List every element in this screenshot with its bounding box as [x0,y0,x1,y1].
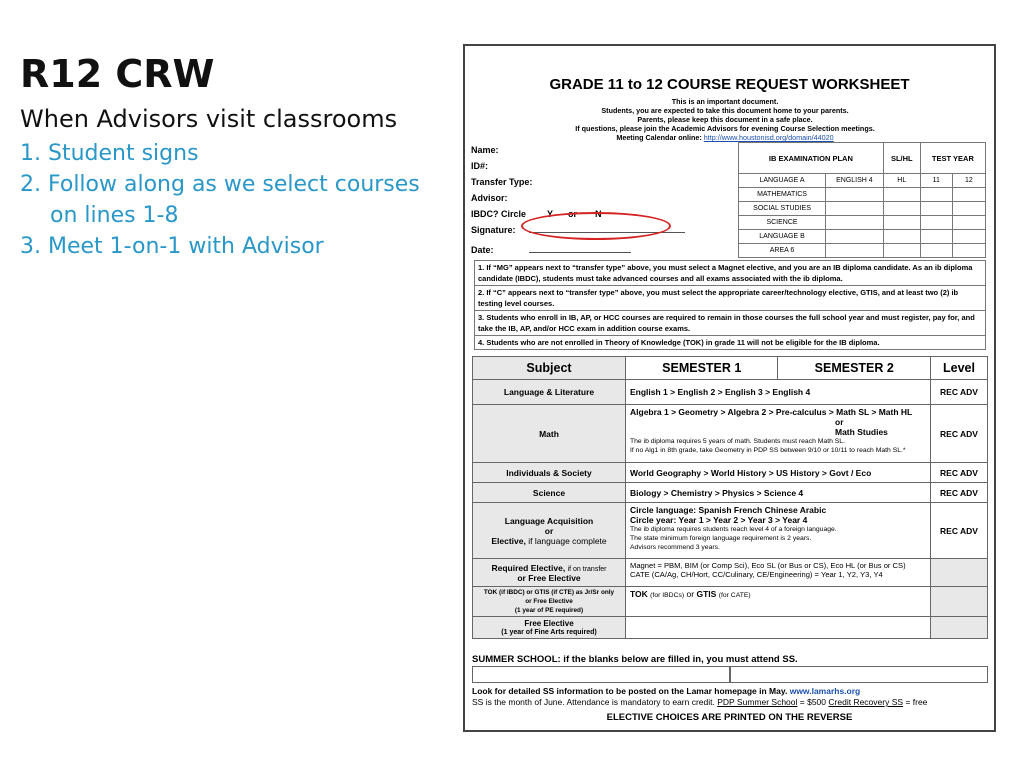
subject-text: (1 year of Fine Arts required) [501,628,597,636]
ib-cell: 11 [920,174,952,188]
summer-blank[interactable] [730,666,988,683]
ib-cell[interactable] [952,216,985,230]
summer-school-title: SUMMER SCHOOL: if the blanks below are filled in, you must attend SS. [472,654,798,665]
ib-cell[interactable] [920,202,952,216]
table-row [473,483,988,503]
ib-cell[interactable] [920,216,952,230]
calendar-line [505,133,945,142]
ib-cell: LANGUAGE B [739,230,826,244]
table-row [475,311,986,336]
ib-cell[interactable] [920,244,952,258]
subject-text: or Free Elective [517,572,581,583]
ib-cell: ENGLISH 4 [826,174,884,188]
summer-school-blanks [472,666,988,683]
note-line: Students, you are expected to take this document home to your parents. [601,106,849,115]
elective-line: Magnet = PBM, BIM (or Comp Sci), Eco SL (or Bus or CS), Eco HL (or Bus or CS) [630,561,906,570]
ibdc-or: or [568,209,577,219]
ib-cell[interactable] [826,216,884,230]
tok-or: or [686,589,695,599]
rule-4: 4. Students who are not enrolled in Theory of Knowledge (TOK) in grade 11 will not be eligible for the IB diploma. [475,336,986,350]
rule-1: 1. If “MG” appears next to “transfer type” above, you must select a Magnet elective, and you are an IB diploma candidate. As an ib diploma candidate (IBDC), students must take advanced courses and all exams associated with the ib diploma. [475,261,986,286]
step-2-line1: 2. Follow along as we select courses [20,172,420,197]
math-note: The ib diploma requires 5 years of math. Students must reach Math SL. [630,438,845,445]
ib-cell: MATHEMATICS [739,188,826,202]
advisor-label: Advisor: [471,193,508,203]
subject-text: Free Elective [524,618,574,628]
student-info-fields [471,142,686,258]
level-cell[interactable]: REC ADV [931,503,988,559]
level-cell[interactable]: REC ADV [931,463,988,483]
table-header-row [739,143,986,174]
ib-cell[interactable] [883,188,920,202]
ib-cell[interactable] [952,188,985,202]
ib-cell[interactable] [826,202,884,216]
table-row [473,405,988,463]
table-row [739,174,986,188]
header-level: Level [931,357,988,380]
table-row [475,261,986,286]
table-row [473,587,988,617]
level-cell[interactable]: REC ADV [931,405,988,463]
note-line: This is an important document. [671,97,779,106]
course-cell[interactable] [626,559,931,587]
table-row [475,286,986,311]
subject-cell: Individuals & Society [473,463,626,483]
header-semester2: SEMESTER 2 [778,357,931,380]
date-field[interactable] [471,242,686,258]
rule-2: 2. If “C” appears next to “transfer type” above, you must select the appropriate career/technology elective, GTIS, and at least two (2) ib testing level courses. [475,286,986,311]
slide-subtitle: When Advisors visit classrooms [20,105,398,133]
course-request-worksheet [463,44,996,732]
lang-note: Advisors recommend 3 years. [630,544,720,551]
subject-cell [473,559,626,587]
table-row [739,216,986,230]
worksheet-notes [505,97,945,142]
subject-text: if language complete [528,535,607,546]
note-line: Parents, please keep this document in a safe place. [637,115,813,124]
ss-text: = $500 [799,697,827,707]
subject-text: Required Elective, [491,562,566,573]
subject-text: Elective, [491,535,526,546]
level-cell[interactable]: REC ADV [931,380,988,405]
math-note: If no Alg1 in 8th grade, take Geometry in PDP SS between 9/10 or 10/11 to reach Math SL.* [630,447,906,454]
elective-line: CATE (CA/Ag, CH/Hort, CC/Culinary, CE/Engineering) = Year 1, Y2, Y3, Y4 [630,570,883,579]
transfer-label: Transfer Type: [471,177,533,187]
course-cell[interactable]: Biology > Chemistry > Physics > Science 4 [626,483,931,503]
note-line: If questions, please join the Academic Advisors for evening Course Selection meetings. [575,124,875,133]
subject-text: or Free Elective [525,598,573,605]
summer-school-info [472,686,992,708]
step-2-line2: on lines 1-8 [50,203,179,228]
subject-cell: Math [473,405,626,463]
table-row [739,188,986,202]
tok-label: TOK [630,589,648,599]
ib-cell[interactable] [826,188,884,202]
lang-note: The ib diploma requires students reach level 4 of a foreign language. [630,526,837,533]
table-row [739,244,986,258]
table-row [473,559,988,587]
step-3: 3. Meet 1-on-1 with Advisor [20,234,324,259]
rule-3: 3. Students who enroll in IB, AP, or HCC courses are required to remain in those courses the full school year and must register, pay for, and take the IB, AP, and/or HCC exam in addition course exams. [475,311,986,336]
ib-cell[interactable] [952,244,985,258]
course-cell[interactable] [626,503,931,559]
table-row [473,380,988,405]
gtis-label: GTIS [696,589,717,599]
math-alt: Math Studies [835,427,888,437]
ib-header-slhl: SL/HL [883,143,920,174]
ib-exam-plan-table [738,142,986,258]
advisor-field[interactable] [471,190,686,206]
table-row [473,617,988,639]
ib-cell[interactable] [920,188,952,202]
course-cell[interactable] [626,405,931,463]
ibdc-no[interactable]: N [595,209,602,219]
slide-text [20,52,450,262]
subject-cell: Science [473,483,626,503]
subject-text: or [544,525,554,536]
course-cell[interactable] [626,617,931,639]
id-field[interactable] [471,158,686,174]
course-cell[interactable]: World Geography > World History > US History > Govt / Eco [626,463,931,483]
name-field[interactable] [471,142,686,158]
course-cell[interactable]: English 1 > English 2 > English 3 > English 4 [626,380,931,405]
level-cell[interactable]: REC ADV [931,483,988,503]
subject-text: Language Acquisition [504,515,594,526]
signature-label: Signature: [471,225,516,235]
tok-note: (for IBDCs) [650,592,685,599]
ib-cell: LANGUAGE A [739,174,826,188]
transfer-field[interactable] [471,174,686,190]
table-row [739,202,986,216]
lookfor-text: Look for detailed SS information to be posted on the Lamar homepage in May. [472,686,788,696]
ib-cell[interactable] [826,244,884,258]
worksheet-title: GRADE 11 to 12 COURSE REQUEST WORKSHEET [549,76,910,93]
course-cell[interactable] [626,587,931,617]
subject-text: TOK (if IBDC) or GTIS (if CTE) as Jr/Sr only [483,589,615,596]
ib-cell: HL [883,174,920,188]
step-1: 1. Student signs [20,141,199,166]
lang-note: The state minimum foreign language requirement is 2 years. [630,535,812,542]
steps-list [20,138,450,262]
ss-text: SS is the month of June. Attendance is mandatory to earn credit. [472,697,715,707]
ib-cell[interactable] [920,230,952,244]
ib-cell[interactable] [883,216,920,230]
header-subject: Subject [473,357,626,380]
ss-text: = free [905,697,928,707]
level-cell [931,617,988,639]
id-label: ID#: [471,161,489,171]
name-label: Name: [471,145,499,155]
ss-pdp: PDP Summer School [717,697,798,707]
ib-cell: SOCIAL STUDIES [739,202,826,216]
step-2 [20,169,450,231]
level-cell [931,587,988,617]
summer-blank[interactable] [472,666,730,683]
table-row [739,230,986,244]
date-line [529,242,631,253]
math-or: or [835,417,844,427]
calendar-label: Meeting Calendar online: [616,133,702,142]
math-path: Algebra 1 > Geometry > Algebra 2 > Pre-calculus > Math SL > Math HL [630,407,913,417]
rules-table [474,260,986,350]
ib-header-testyear: TEST YEAR [920,143,985,174]
ss-credit: Credit Recovery SS [828,697,904,707]
table-row [473,503,988,559]
table-row [473,463,988,483]
ib-cell[interactable] [883,230,920,244]
ib-cell[interactable] [883,202,920,216]
ib-cell: AREA 6 [739,244,826,258]
subject-cell: Language & Literature [473,380,626,405]
gtis-note: (for CATE) [718,592,751,599]
ib-cell: SCIENCE [739,216,826,230]
table-row [475,336,986,350]
slide-title: R12 CRW [20,52,215,96]
date-label: Date: [471,245,494,255]
subject-cell [473,587,626,617]
calendar-link[interactable]: http://www.houstonisd.org/domain/44020 [703,133,834,142]
ib-cell[interactable] [952,202,985,216]
ib-cell[interactable] [952,230,985,244]
ib-cell[interactable] [883,244,920,258]
ib-cell[interactable] [826,230,884,244]
subject-cell [473,617,626,639]
lamar-link[interactable]: www.lamarhs.org [789,686,861,696]
subject-cell [473,503,626,559]
ib-header-plan: IB EXAMINATION PLAN [739,143,884,174]
subject-text: if on transfer [567,565,607,573]
subject-text: (1 year of PE required) [514,607,584,614]
course-selection-table [472,356,988,639]
table-header-row [473,357,988,380]
language-options: Circle language: Spanish French Chinese Arabic [630,505,827,515]
ibdc-label: IBDC? Circle [471,209,527,219]
signature-highlight-circle [521,212,671,240]
level-cell [931,559,988,587]
ib-cell: 12 [952,174,985,188]
header-semester1: SEMESTER 1 [626,357,778,380]
year-options: Circle year: Year 1 > Year 2 > Year 3 > Year 4 [630,515,808,525]
reverse-note: ELECTIVE CHOICES ARE PRINTED ON THE REVERSE [606,712,853,723]
ibdc-yes[interactable]: Y [547,209,554,219]
